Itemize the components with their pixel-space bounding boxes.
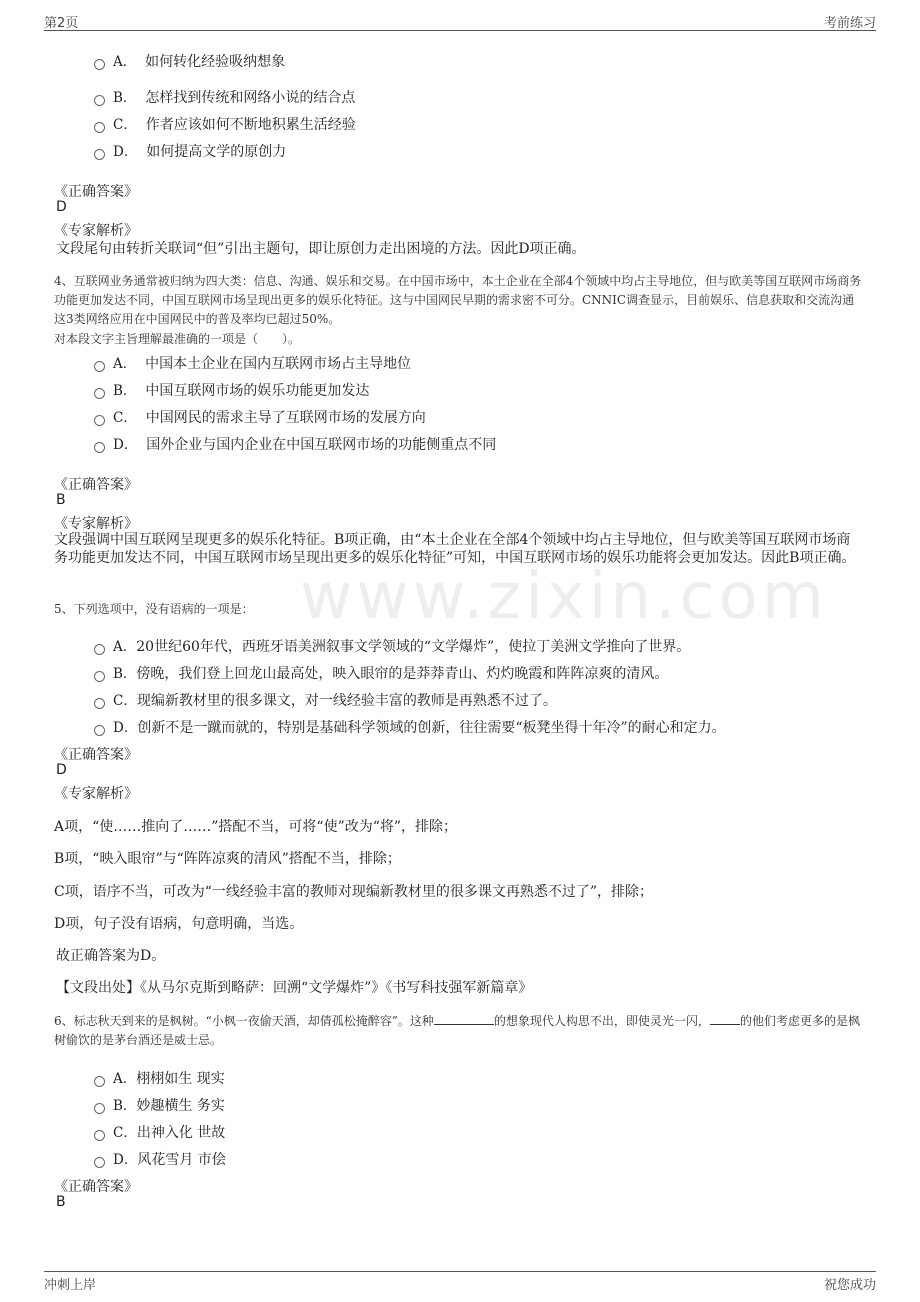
option-key: A． [113,54,137,70]
radio-icon[interactable] [94,415,105,426]
q4-answer: B [56,492,66,508]
q5-answer-label: 《正确答案》 [54,747,138,763]
footer-right-text: 祝您成功 [823,1278,876,1293]
watermark: www.zixin.com [300,560,829,634]
q3-analysis-label: 《专家解析》 [54,223,138,239]
option-text: 中国网民的需求主导了互联网市场的发展方向 [145,410,426,426]
q6-stem-part2: 的想象现代人构思不出，即使灵光一闪， [493,1014,710,1028]
q6-answer: B [56,1194,66,1210]
q4-stem: 4、互联网业务通常被归纳为四大类：信息、沟通、娱乐和交易。在中国市场中，本土企业在全部4个领域中均占主导地位，但与欧美等国互联网市场商务功能更加发达不同，中国互联网市场呈现出更多的娱乐化特征。这与中国网民早期的需求密不可分。CNNIC调查显示，目前娱乐、信息获取和交流沟通这3类网络应用在中国网民中的普及率均已超过50%。 [54,274,862,326]
option-key: C． [113,693,137,709]
q5-source: 【文段出处】《从马尔克斯到略萨：回溯“文学爆炸”》《书写科技强军新篇章》 [56,980,533,996]
q6-answer-label: 《正确答案》 [54,1179,138,1195]
q3-option-d[interactable] [94,140,286,161]
q6-stem-part3: 的他们考虑更多的是枫树偷饮的是茅台酒还是威士忌。 [54,1014,860,1047]
q6-option-a[interactable] [94,1067,225,1088]
radio-icon[interactable] [94,725,105,736]
q4-option-b[interactable] [94,379,369,400]
option-key: C． [113,1125,137,1141]
q3-answer-label: 《正确答案》 [54,184,138,200]
page-footer [44,1271,876,1292]
q6-blank-1 [434,1024,494,1025]
radio-icon[interactable] [94,361,105,372]
option-key: D． [113,437,138,453]
option-text: 20世纪60年代，西班牙语美洲叙事文学领域的“文学爆炸”，使拉丁美洲文学推向了世界。 [136,639,691,655]
option-key: C． [113,410,137,426]
option-key: D． [113,144,138,160]
radio-icon[interactable] [94,1103,105,1114]
q5-analysis-line: B项，“映入眼帘”与“阵阵凉爽的清风”搭配不当，排除； [54,851,401,867]
q4-analysis-label: 《专家解析》 [54,516,138,532]
radio-icon[interactable] [94,644,105,655]
radio-icon[interactable] [94,671,105,682]
q5-analysis-line: 故正确答案为D。 [56,948,166,964]
q3-answer: D [56,199,67,215]
option-text: 如何转化经验吸纳想象 [145,54,286,70]
radio-icon[interactable] [94,442,105,453]
page-number: 第2页 [44,16,79,31]
radio-icon[interactable] [94,388,105,399]
q6-option-c[interactable] [94,1121,225,1142]
option-key: D． [113,720,138,736]
radio-icon[interactable] [94,59,105,70]
q5-option-c[interactable] [94,689,557,710]
q4-analysis: 文段强调中国互联网呈现更多的娱乐化特征。B项正确，由“本土企业在全部4个领域中均占主导地位，但与欧美等国互联网市场商务功能更加发达不同，中国互联网市场呈现出更多的娱乐化特征”可知，中国互联网市场的娱乐功能将会更加发达。因此B项正确。 [54,532,856,566]
q6-stem [54,1012,866,1050]
q5-analysis-label: 《专家解析》 [54,786,138,802]
option-text: 现编新教材里的很多课文，对一线经验丰富的教师是再熟悉不过了。 [136,693,557,709]
q4-option-a[interactable] [94,352,411,373]
q4-option-d[interactable] [94,433,496,454]
q5-option-b[interactable] [94,662,668,683]
option-text: 创新不是一蹴而就的，特别是基础科学领域的创新，往往需要“板凳坐得十年冷”的耐心和定力。 [137,720,726,736]
option-text: 风花雪月 市侩 [137,1152,226,1168]
radio-icon[interactable] [94,122,105,133]
q3-option-a[interactable] [94,50,285,71]
option-text: 栩栩如生 现实 [136,1071,225,1087]
option-key: A． [113,1071,137,1087]
option-key: D． [113,1152,138,1168]
option-key: B． [113,383,137,399]
radio-icon[interactable] [94,95,105,106]
q6-blank-2 [710,1024,740,1025]
radio-icon[interactable] [94,1157,105,1168]
option-text: 妙趣横生 务实 [136,1098,225,1114]
option-key: A． [113,356,137,372]
option-key: B． [113,90,137,106]
option-text: 作者应该如何不断地积累生活经验 [145,117,356,133]
q5-option-d[interactable] [94,716,726,737]
q5-analysis-line: D项，句子没有语病，句意明确，当选。 [54,916,304,932]
option-text: 中国本土企业在国内互联网市场占主导地位 [145,356,412,372]
footer-left-text: 冲刺上岸 [44,1278,97,1293]
q3-analysis: 文段尾句由转折关联词“但”引出主题句，即让原创力走出困境的方法。因此D项正确。 [56,241,586,257]
q3-option-c[interactable] [94,113,356,134]
header-title: 考前练习 [823,16,876,31]
q5-analysis-line: C项，语序不当，可改为“一线经验丰富的教师对现编新教材里的很多课文再熟悉不过了”，排除； [54,884,654,900]
q5-answer: D [56,762,67,778]
q4-question: 对本段文字主旨理解最准确的一项是（ ）。 [54,332,301,346]
page-header [44,12,876,31]
q5-analysis-line: A项，“使……推向了……”搭配不当，可将“使”改为“将”，排除； [54,819,458,835]
q5-stem: 5、下列选项中，没有语病的一项是： [54,602,254,616]
radio-icon[interactable] [94,698,105,709]
q3-option-b[interactable] [94,86,355,107]
q4-option-c[interactable] [94,406,426,427]
option-text: 中国互联网市场的娱乐功能更加发达 [145,383,370,399]
option-key: A． [113,639,137,655]
option-text: 如何提高文学的原创力 [146,144,287,160]
q6-option-d[interactable] [94,1148,226,1169]
q6-option-b[interactable] [94,1094,225,1115]
radio-icon[interactable] [94,149,105,160]
option-key: C． [113,117,137,133]
option-key: B． [113,666,137,682]
q5-option-a[interactable] [94,635,690,656]
q4-answer-label: 《正确答案》 [54,477,138,493]
q6-stem-part1: 6、标志秋天到来的是枫树。“小枫一夜偷天酒，却倩孤松掩醉容”。这种 [54,1014,434,1028]
radio-icon[interactable] [94,1130,105,1141]
radio-icon[interactable] [94,1076,105,1087]
option-text: 怎样找到传统和网络小说的结合点 [145,90,356,106]
option-text: 国外企业与国内企业在中国互联网市场的功能侧重点不同 [146,437,497,453]
option-text: 出神入化 世故 [136,1125,226,1141]
option-text: 傍晚，我们登上回龙山最高处，映入眼帘的是莽莽青山、灼灼晚霞和阵阵凉爽的清风。 [136,666,669,682]
option-key: B． [113,1098,137,1114]
